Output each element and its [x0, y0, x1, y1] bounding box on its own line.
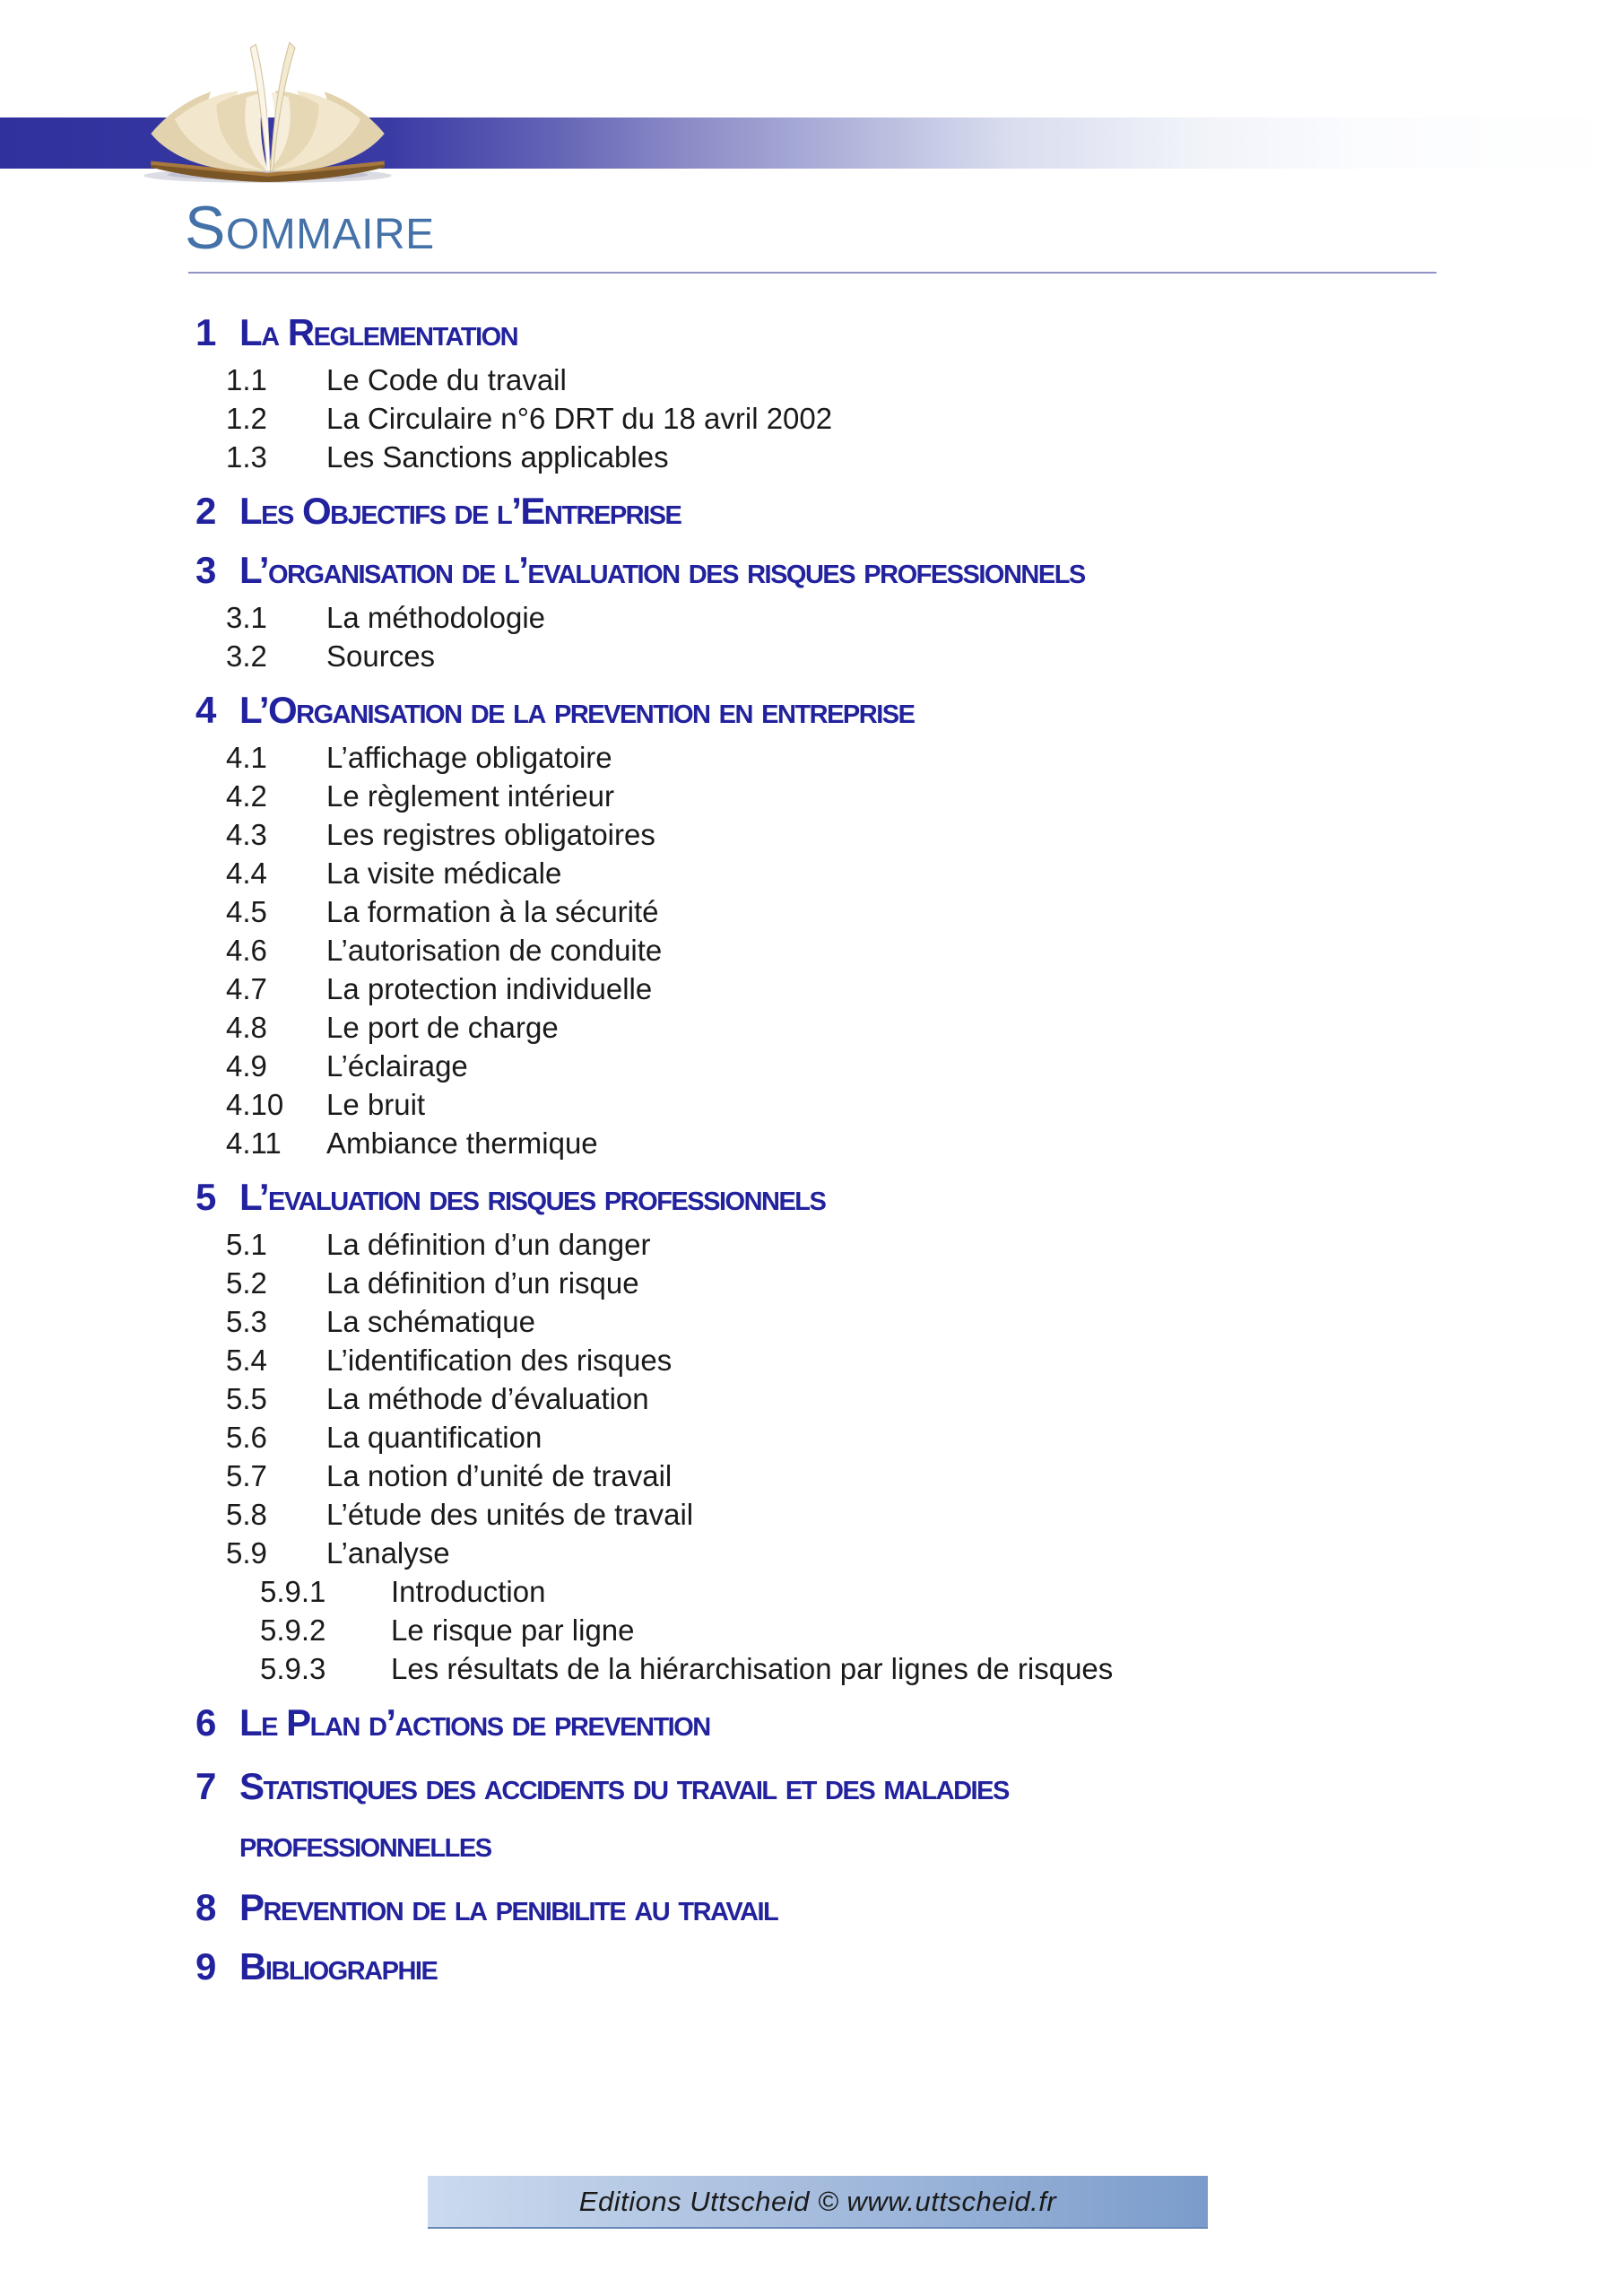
toc-section-number: 5: [195, 1176, 217, 1218]
toc-section-title: Le Plan d’actions de prevention: [239, 1701, 710, 1744]
toc-item-number: 5.9.3: [260, 1652, 326, 1685]
toc-item-label: Introduction: [391, 1575, 546, 1608]
toc-item-label: Les résultats de la hiérarchisation par lignes de risques: [391, 1652, 1114, 1685]
toc-item-label: Ambiance thermique: [326, 1126, 598, 1160]
toc-item-number: 4.8: [226, 1011, 267, 1044]
toc-item-label: La méthode d’évaluation: [326, 1382, 649, 1415]
toc-item-number: 5.7: [226, 1459, 267, 1492]
toc-item-label: La schématique: [326, 1305, 535, 1338]
toc-section-number: 8: [195, 1886, 217, 1928]
toc-item-label: La définition d’un risque: [326, 1266, 639, 1300]
toc-item-number: 4.5: [226, 895, 267, 928]
toc-item-label: Les Sanctions applicables: [326, 440, 669, 474]
toc-section-number: 2: [195, 490, 217, 532]
page-title: Sommaire: [185, 194, 435, 262]
toc-item-number: 4.1: [226, 741, 267, 774]
toc-item-number: 5.3: [226, 1305, 267, 1338]
toc-section-heading: [0, 1758, 1623, 1873]
toc-section-title: Les Objectifs de l’Entreprise: [239, 490, 681, 532]
toc-section-heading: [0, 1943, 1623, 1991]
toc-item: [0, 1379, 1623, 1418]
toc-item-number: 5.6: [226, 1421, 267, 1454]
toc-section-number: 6: [195, 1701, 217, 1744]
toc-item-label: L’étude des unités de travail: [326, 1498, 694, 1531]
toc-item: [0, 1572, 1623, 1611]
toc-section-heading: [0, 1883, 1623, 1932]
toc-item: [0, 931, 1623, 970]
toc-item-number: 5.9.2: [260, 1613, 326, 1647]
toc-item-number: 4.7: [226, 972, 267, 1005]
toc-section-title-line: Statistiques des accidents du travail et des maladies: [239, 1765, 1009, 1807]
toc-item-label: La définition d’un danger: [326, 1228, 651, 1261]
toc-item: [0, 854, 1623, 892]
toc-item-label: Le risque par ligne: [391, 1613, 635, 1647]
toc-item-label: La visite médicale: [326, 857, 562, 890]
toc-item: [0, 1225, 1623, 1264]
toc-item-number: 4.11: [226, 1126, 282, 1160]
toc-section-title-line: professionnelles: [239, 1822, 491, 1865]
toc-section-heading: [0, 309, 1623, 357]
toc-item-label: L’affichage obligatoire: [326, 741, 612, 774]
toc-item-number: 5.9.1: [260, 1575, 326, 1608]
toc-item: [0, 637, 1623, 675]
toc-item: [0, 970, 1623, 1008]
toc-item: [0, 1611, 1623, 1649]
toc-item-label: La formation à la sécurité: [326, 895, 659, 928]
toc-item-number: 4.9: [226, 1049, 267, 1083]
toc-section-title: L’evaluation des risques professionnels: [239, 1176, 826, 1218]
toc-item-label: La notion d’unité de travail: [326, 1459, 673, 1492]
toc-section-number: 4: [195, 689, 217, 731]
toc-item: [0, 1047, 1623, 1085]
toc-item-number: 1.1: [226, 363, 267, 396]
toc-item: [0, 1341, 1623, 1379]
toc-item: [0, 438, 1623, 476]
toc-section-number: 3: [195, 549, 217, 591]
toc-item: [0, 777, 1623, 815]
toc-item-number: 5.8: [226, 1498, 267, 1531]
toc-item-label: Le bruit: [326, 1088, 426, 1121]
toc-item-label: L’autorisation de conduite: [326, 934, 663, 967]
toc-item-number: 5.2: [226, 1266, 267, 1300]
toc-section-heading: [0, 686, 1623, 735]
toc-item-label: Le règlement intérieur: [326, 779, 615, 813]
toc-item-label: Le Code du travail: [326, 363, 567, 396]
toc-item: [0, 1649, 1623, 1688]
toc-section-title: [239, 1758, 1623, 1873]
toc-section-heading: [0, 546, 1623, 595]
toc-item: [0, 1302, 1623, 1341]
toc-item: [0, 1085, 1623, 1124]
toc-item: [0, 1418, 1623, 1457]
toc-section-heading: [0, 487, 1623, 535]
toc-item-label: La méthodologie: [326, 601, 546, 634]
toc-section-heading: [0, 1699, 1623, 1747]
toc-item: [0, 598, 1623, 637]
toc-item-number: 4.4: [226, 857, 267, 890]
toc-item-number: 4.2: [226, 779, 267, 813]
toc-item: [0, 1264, 1623, 1302]
toc-item: [0, 815, 1623, 854]
toc-section-title: La Reglementation: [239, 311, 518, 353]
toc-item-label: Le port de charge: [326, 1011, 559, 1044]
toc-section-number: 9: [195, 1945, 217, 1987]
toc-item: [0, 399, 1623, 438]
toc-item-number: 1.3: [226, 440, 267, 474]
toc-item: [0, 1008, 1623, 1047]
toc-item-label: La quantification: [326, 1421, 542, 1454]
toc-item: [0, 892, 1623, 931]
toc-section-title: Prevention de la penibilite au travail: [239, 1886, 778, 1928]
toc-item-number: 1.2: [226, 402, 267, 435]
toc-item-label: Les registres obligatoires: [326, 818, 655, 851]
toc-item: [0, 1495, 1623, 1534]
toc-item-number: 3.2: [226, 639, 267, 673]
toc-section-number: 1: [195, 311, 217, 353]
toc-item-number: 3.1: [226, 601, 267, 634]
toc-section-title: L’organisation de l’evaluation des risques professionnels: [239, 549, 1085, 591]
toc-item-number: 4.3: [226, 818, 267, 851]
toc-section-number: 7: [195, 1765, 217, 1807]
table-of-contents: [0, 298, 1623, 1995]
toc-item: [0, 361, 1623, 399]
toc-item-label: L’analyse: [326, 1536, 450, 1570]
toc-item-number: 5.5: [226, 1382, 267, 1415]
toc-item-number: 4.6: [226, 934, 267, 967]
toc-item: [0, 738, 1623, 777]
toc-section-heading: [0, 1173, 1623, 1222]
toc-section-title: L’Organisation de la prevention en entreprise: [239, 689, 915, 731]
toc-item-label: La Circulaire n°6 DRT du 18 avril 2002: [326, 402, 833, 435]
toc-item-number: 5.4: [226, 1344, 267, 1377]
toc-item-label: L’identification des risques: [326, 1344, 673, 1377]
toc-section-title: Bibliographie: [239, 1945, 438, 1987]
footer-bar: [428, 2176, 1208, 2229]
toc-item: [0, 1124, 1623, 1162]
toc-item-label: La protection individuelle: [326, 972, 653, 1005]
title-divider: [188, 272, 1436, 274]
open-book-icon: [135, 27, 399, 184]
toc-item-number: 4.10: [226, 1088, 284, 1121]
toc-item-label: L’éclairage: [326, 1049, 468, 1083]
toc-item-number: 5.9: [226, 1536, 267, 1570]
toc-item: [0, 1534, 1623, 1572]
toc-item-number: 5.1: [226, 1228, 267, 1261]
footer-text: Editions Uttscheid © www.uttscheid.fr: [578, 2185, 1057, 2217]
toc-item: [0, 1457, 1623, 1495]
toc-item-label: Sources: [326, 639, 436, 673]
